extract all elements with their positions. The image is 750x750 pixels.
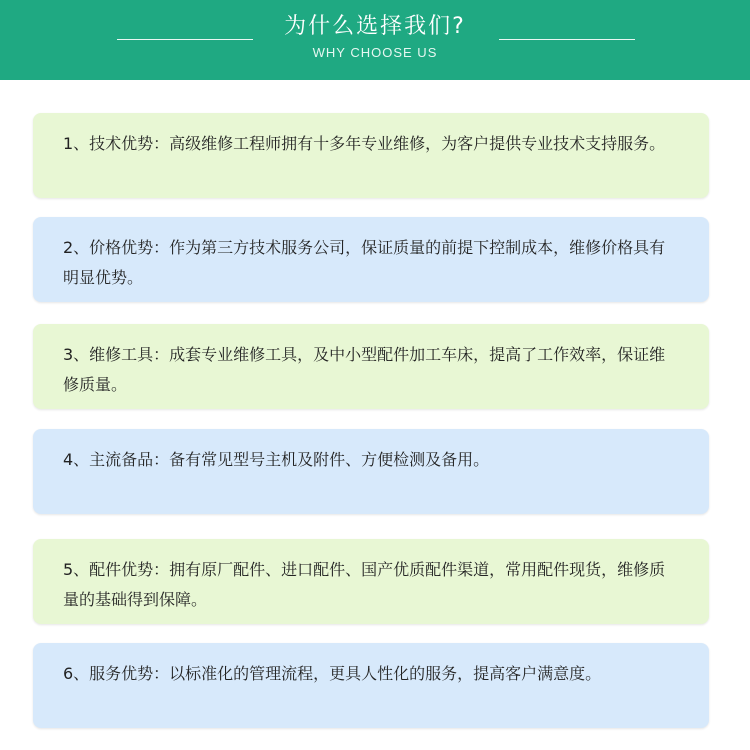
page-subtitle: WHY CHOOSE US bbox=[312, 45, 438, 60]
header-banner bbox=[0, 0, 750, 80]
advantage-text: 6、服务优势：以标准化的管理流程，更具人性化的服务，提高客户满意度。 bbox=[63, 664, 602, 683]
advantage-text: 5、配件优势：拥有原厂配件、进口配件、国产优质配件渠道，常用配件现货，维修质量的基础得到保障。 bbox=[63, 560, 666, 609]
page-title: 为什么选择我们? bbox=[284, 14, 466, 39]
advantage-card-service bbox=[33, 643, 709, 728]
advantage-card-price bbox=[33, 217, 709, 302]
advantage-card-spare-parts bbox=[33, 429, 709, 514]
advantage-card-tools bbox=[33, 324, 709, 409]
title-rule-right bbox=[499, 39, 635, 40]
advantage-text: 1、技术优势：高级维修工程师拥有十多年专业维修，为客户提供专业技术支持服务。 bbox=[63, 134, 666, 153]
advantage-text: 3、维修工具：成套专业维修工具，及中小型配件加工车床，提高了工作效率，保证维修质量。 bbox=[63, 345, 666, 394]
advantage-text: 4、主流备品：备有常见型号主机及附件、方便检测及备用。 bbox=[63, 450, 490, 469]
advantage-card-technology bbox=[33, 113, 709, 198]
advantage-card-components bbox=[33, 539, 709, 624]
advantage-text: 2、价格优势：作为第三方技术服务公司，保证质量的前提下控制成本，维修价格具有明显优势。 bbox=[63, 238, 666, 287]
